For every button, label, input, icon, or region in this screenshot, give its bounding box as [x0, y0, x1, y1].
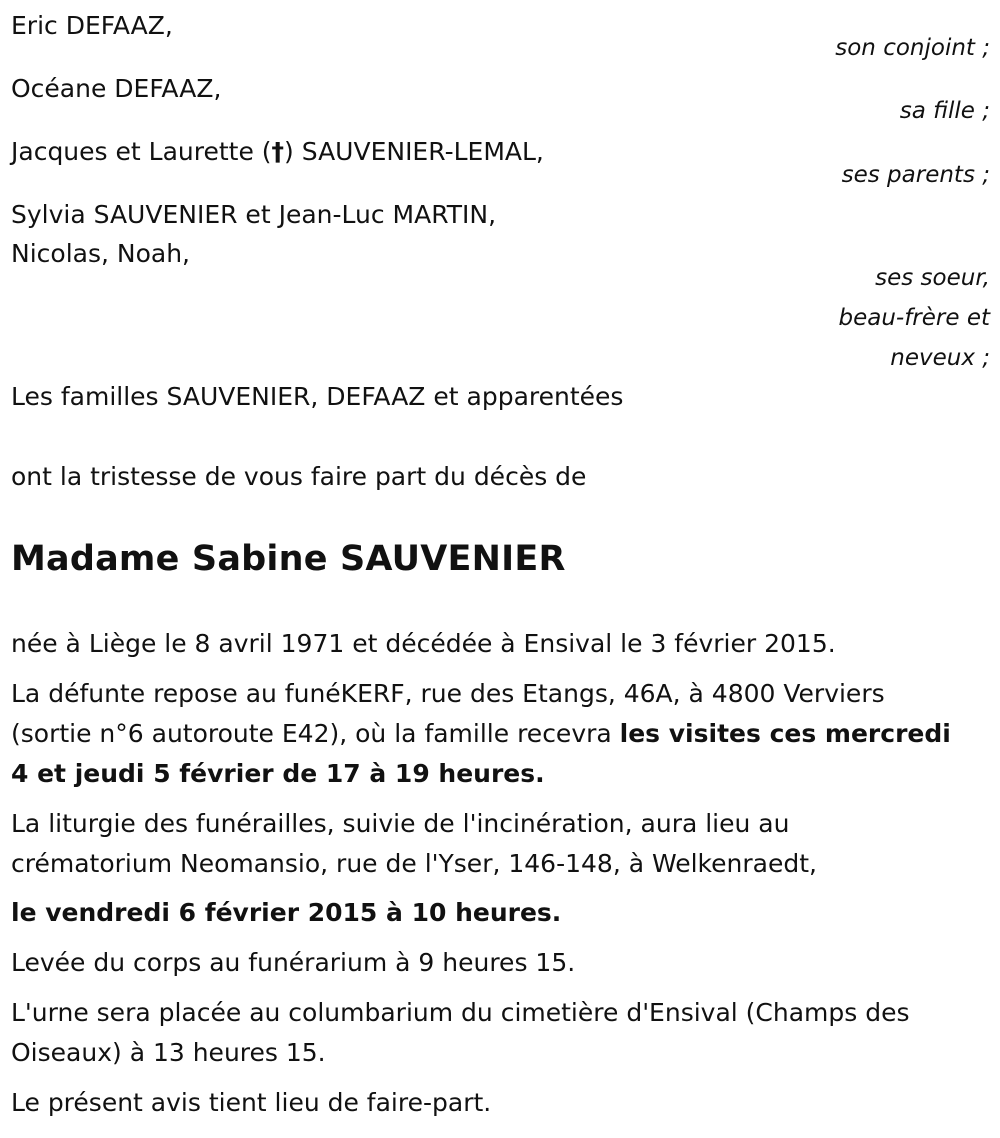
role-siblings-3: neveux ; [890, 345, 990, 371]
visitation-line-3: 4 et jeudi 5 février de 17 à 19 heures. [11, 759, 545, 788]
families-line: Les familles SAUVENIER, DEFAAZ et apparentées [11, 382, 624, 411]
role-siblings-1: ses soeur, [875, 265, 990, 291]
urn-line-1: L'urne sera placée au columbarium du cimetière d'Ensival (Champs des [11, 998, 910, 1027]
visitation-line-1: La défunte repose au funéKERF, rue des Etangs, 46A, à 4800 Verviers [11, 679, 885, 708]
liturgy-paragraph [11, 804, 996, 884]
parents-text-b: ) SAUVENIER-LEMAL, [284, 137, 544, 166]
family-member-sylvia: Sylvia SAUVENIER et Jean-Luc MARTIN, [11, 200, 497, 229]
liturgy-line-1: La liturgie des funérailles, suivie de l'incinération, aura lieu au [11, 809, 790, 838]
family-member-parents [11, 132, 544, 172]
visitation-line-2-bold: les visites ces mercredi [619, 719, 951, 748]
family-member-oceane: Océane DEFAAZ, [11, 74, 222, 103]
parents-text-a: Jacques et Laurette ( [11, 137, 272, 166]
visitation-paragraph [11, 674, 996, 794]
role-daughter: sa fille ; [899, 98, 990, 124]
role-siblings-2: beau-frère et [838, 305, 990, 331]
family-member-eric: Eric DEFAAZ, [11, 11, 173, 40]
birth-death-line: née à Liège le 8 avril 1971 et décédée à Ensival le 3 février 2015. [11, 629, 836, 658]
levee-line: Levée du corps au funérarium à 9 heures 15. [11, 948, 576, 977]
visitation-line-2 [11, 714, 996, 754]
urn-line-2: Oiseaux) à 13 heures 15. [11, 1038, 326, 1067]
deceased-name: Madame Sabine SAUVENIER [11, 539, 566, 579]
family-member-nephews: Nicolas, Noah, [11, 239, 190, 268]
announcement-line: ont la tristesse de vous faire part du décès de [11, 462, 587, 491]
notice-line: Le présent avis tient lieu de faire-part. [11, 1088, 492, 1117]
visitation-line-2-regular: (sortie n°6 autoroute E42), où la famille recevra [11, 719, 620, 748]
cross-icon: † [271, 137, 285, 166]
role-parents: ses parents ; [841, 162, 990, 188]
liturgy-line-2: crématorium Neomansio, rue de l'Yser, 146-148, à Welkenraedt, [11, 849, 817, 878]
role-spouse: son conjoint ; [835, 35, 990, 61]
urn-paragraph [11, 993, 996, 1073]
liturgy-date: le vendredi 6 février 2015 à 10 heures. [11, 898, 562, 927]
